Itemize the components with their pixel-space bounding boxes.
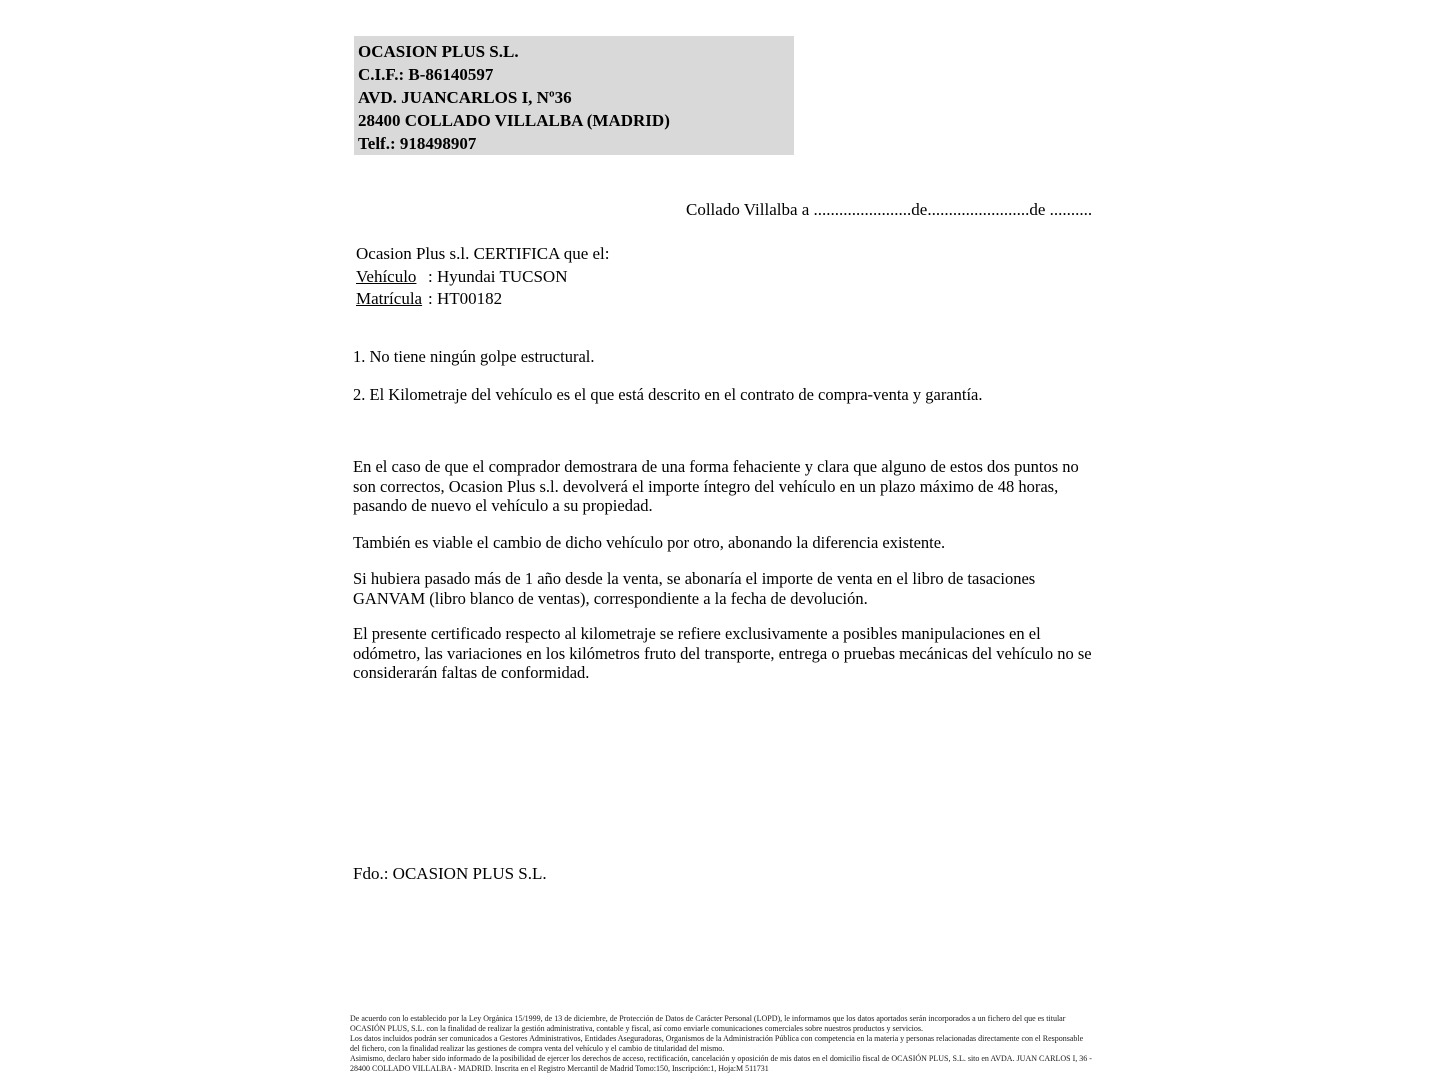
company-name: OCASION PLUS S.L. <box>358 42 519 61</box>
point-1: 1. No tiene ningún golpe estructural. <box>353 347 595 366</box>
paragraph-exchange: También es viable el cambio de dicho vehículo por otro, abonando la diferencia existente. <box>353 533 946 552</box>
company-address-line2: 28400 COLLADO VILLALBA (MADRID) <box>358 111 670 130</box>
vehicle-value: : Hyundai TUCSON <box>428 266 568 286</box>
paragraph-refund: En el caso de que el comprador demostrara de una forma fehaciente y clara que alguno de estos dos puntos no son correctos, Ocasion Plus s.l. devolverá el importe íntegro del vehículo en un plazo máximo de 48 horas, pasando de nuevo el vehículo a su propiedad. <box>353 457 1079 515</box>
legal-footer <box>350 1014 1092 1074</box>
paragraph-odometer: El presente certificado respecto al kilometraje se refiere exclusivamente a posibles manipulaciones en el odómetro, las variaciones en los kilómetros fruto del transporte, entrega o pruebas mecánicas del vehículo no se considerarán faltas de conformidad. <box>353 624 1092 682</box>
plate-value: : HT00182 <box>428 289 503 308</box>
plate-label: Matrícula <box>356 289 423 308</box>
company-phone: Telf.: 918498907 <box>358 134 477 153</box>
paragraph-ganvam: Si hubiera pasado más de 1 año desde la venta, se abonaría el importe de venta en el libro de tasaciones GANVAM (libro blanco de ventas), correspondiente a la fecha de devolución. <box>353 569 1036 608</box>
company-address-line1: AVD. JUANCARLOS I, Nº36 <box>358 88 572 107</box>
plate-line <box>356 288 610 311</box>
signature-line: Fdo.: OCASION PLUS S.L. <box>353 864 547 883</box>
legal-footer-paragraph-3: Asimismo, declaro haber sido informado de la posibilidad de ejercer los derechos de acceso, rectificación, cancelación y oposición de mis datos en el domicilio fiscal de OCASIÓN PLUS, S.L. sito en AVDA. JUAN CARLOS I, 36 - 28400 COLLADO VILLALBA - MADRID. Inscrita en el Registro Mercantil de Madrid Tomo:150, Inscripción:1, Hoja:M 511731 <box>350 1054 1092 1073</box>
company-cif: C.I.F.: B-86140597 <box>358 65 494 84</box>
certification-intro: Ocasion Plus s.l. CERTIFICA que el: <box>356 244 610 263</box>
legal-footer-paragraph-2: Los datos incluidos podrán ser comunicados a Gestores Administrativos, Entidades Aseguradoras, Organismos de la Administración Pública con competencia en la materia y personas relacionadas directamente con el Responsable del fichero, con la finalidad realizar las gestiones de compra venta del vehículo y el cambio de titularidad del mismo. <box>350 1034 1084 1053</box>
point-2: 2. El Kilometraje del vehículo es el que está descrito en el contrato de compra-venta y garantía. <box>353 385 983 404</box>
certification-block <box>356 243 610 311</box>
legal-footer-paragraph-1: De acuerdo con lo establecido por la Ley Orgánica 15/1999, de 13 de diciembre, de Protección de Datos de Carácter Personal (LOPD), le informamos que los datos aportados serán incorporados a un fichero del que es titular OCASIÓN PLUS, S.L. con la finalidad de realizar la gestión administrativa, contable y fiscal, así como enviarle comunicaciones comerciales sobre nuestros productos y servicios. <box>350 1014 1066 1033</box>
company-header-box <box>354 36 794 155</box>
date-line: Collado Villalba a .......................de........................de .......... <box>686 200 1093 219</box>
vehicle-line <box>356 266 610 289</box>
vehicle-label: Vehículo <box>356 266 417 286</box>
